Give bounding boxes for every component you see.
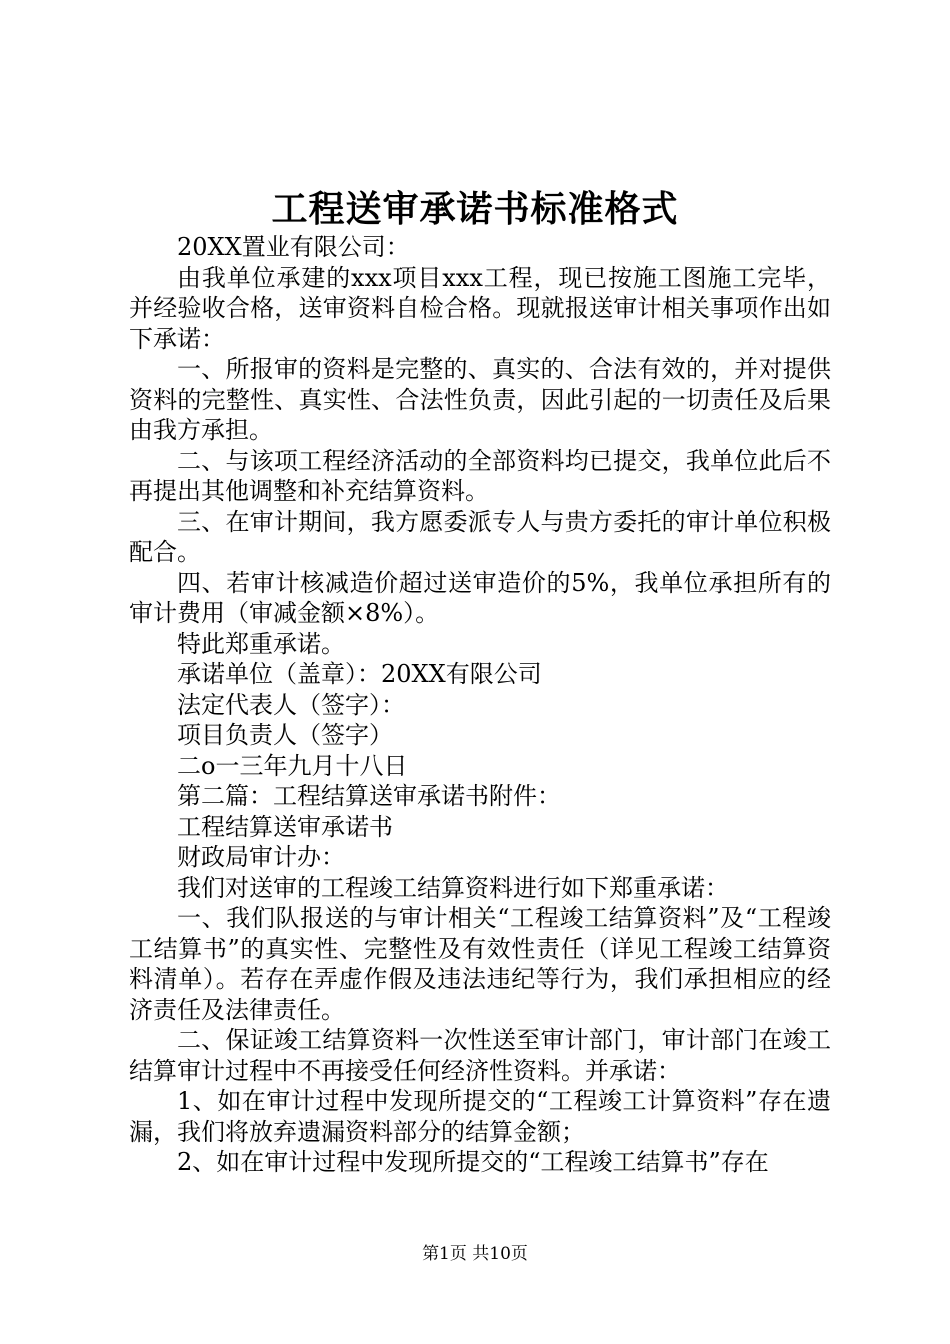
document-title: 工程送审承诺书标准格式	[271, 188, 679, 230]
intro-paragraph: 由我单位承建的xxx项目xxx工程，现已按施工图施工完毕，并经验收合格，送审资料自检合格。现就报送审计相关事项作出如下承诺：	[129, 263, 831, 353]
section-two-subitem-2: 2、如在审计过程中发现所提交的“工程竣工结算书”存在	[177, 1148, 769, 1176]
section-two-subitem-1: 1、如在审计过程中发现所提交的“工程竣工计算资料”存在遗漏，我们将放弃遗漏资料部分的结算金额；	[129, 1087, 831, 1146]
legal-representative: 法定代表人（签字）：	[177, 690, 405, 719]
section-two-intro: 我们对送审的工程竣工结算资料进行如下郑重承诺：	[177, 873, 729, 902]
document-date: 二o一三年九月十八日	[177, 751, 408, 780]
closing-statement: 特此郑重承诺。	[177, 629, 345, 658]
signing-unit: 承诺单位（盖章）：20XX有限公司	[177, 660, 542, 688]
commitment-item-4: 四、若审计核减造价超过送审造价的5%，我单位承担所有的审计费用（审减金额×8%）。	[129, 568, 831, 627]
section-two-title: 工程结算送审承诺书	[177, 812, 393, 841]
commitment-item-1: 一、所报审的资料是完整的、真实的、合法有效的，并对提供资料的完整性、真实性、合法性负责，因此引起的一切责任及后果由我方承担。	[129, 355, 831, 444]
document-body	[129, 232, 831, 1178]
section-two-item-2: 二、保证竣工结算资料一次性送至审计部门，审计部门在竣工结算审计过程中不再接受任何经济性资料。并承诺：	[129, 1026, 831, 1085]
section-two-recipient: 财政局审计办：	[177, 843, 345, 871]
commitment-item-2: 二、与该项工程经济活动的全部资料均已提交，我单位此后不再提出其他调整和补充结算资料。	[129, 446, 831, 505]
salutation: 20XX置业有限公司：	[177, 233, 410, 261]
project-lead: 项目负责人（签字）	[177, 721, 393, 749]
section-two-item-1: 一、我们队报送的与审计相关“工程竣工结算资料”及“工程竣工结算书”的真实性、完整性及有效性责任（详见工程竣工结算资料清单）。若存在弄虚作假及违法违纪等行为，我们承担相应的经济责任及法律责任。	[129, 904, 831, 1024]
page-number-footer: 第1页 共10页	[422, 1244, 528, 1264]
section-two-heading: 第二篇：工程结算送审承诺书附件：	[177, 782, 561, 810]
commitment-item-3: 三、在审计期间，我方愿委派专人与贵方委托的审计单位积极配合。	[129, 507, 831, 566]
